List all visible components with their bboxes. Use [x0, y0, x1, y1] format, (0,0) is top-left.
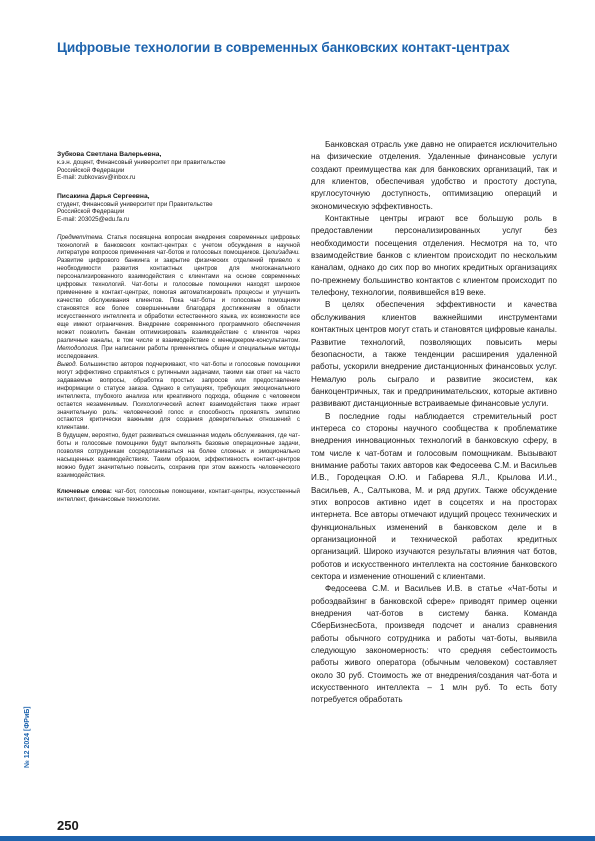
author-name: Писакина Дарья Сергеевна, [57, 192, 150, 200]
left-column [57, 150, 300, 504]
author-block-2 [57, 192, 300, 224]
abstract-paragraph [57, 234, 300, 361]
abstract-label-method: Методология. [57, 344, 99, 352]
abstract-text: Развитие цифрового банкинга и закрытие физических отделений привело к необходимости развития контактных центров для многоканального персонализированного взаимодействия с клиентами на основе современных цифровых технологий. Чат-боты и голосовые помощники находят широкое применение в контакт-центрах, помогая автоматизировать процессы и улучшить качество обслуживания клиентов. Пока чат-боты и голосовые помощники становятся все более совершенными благодаря достижениям в области искусственного интеллекта и обработки естественного языка, их возможности все еще имеют ограничения. Внедрение современного программного обеспечения может позволить банкам оптимизировать взаимодействие с клиентов через различные каналы, в том числе и взаимодействие с менеджером-консультантом. [57, 257, 300, 344]
author-affiliation: к.э.н. доцент, Финансовый университет при правительстве [57, 159, 226, 166]
body-paragraph: Банковская отрасль уже давно не опирается исключительно на физические отделения. Удаленные финансовые услуги создают преимущества как для банковских организаций, так и для клиентов, обеспечивая удобство и простоту доступа, круглосуточную доступность, оптимизацию операций и экономическую эффективность. [311, 140, 557, 211]
abstract-text: Большинство авторов подчеркивают, что чат-боты и голосовые помощники могут эффективно справляться с рутинными задачами, такими как ответ на часто задаваемые вопросы, обработка простых запросов или предоставление информации о статусе заказа. Однако в ситуациях, требующих эмоционального интеллекта, глубокого анализа или креативного подхода, общение с человеком остается незаменимым. Психологический аспект взаимодействия также играет значительную роль: человеческий голос и способность проявлять эмпатию остаются критически важными для создания доверительных отношений с клиентами. [57, 360, 300, 432]
article-title: Цифровые технологии в современных банковских контакт-центрах [57, 40, 510, 55]
abstract-text: Статья посвящена вопросам внедрения современных цифровых технологий в банковских контакт-центрах с учетом обсуждения в научной литературе вопросов применения чат-ботов и голосовых помощников. [57, 233, 300, 257]
body-paragraph: Федосеева С.М. и Васильев И.В. в статье «Чат-боты и робоэдвайзинг в банковской сфере» приводят пример оценки внедрения чат-ботов в систему банка. Команда СберБизнесБота, произведя подсчет и анализ сравнения работы обычного сотрудника и работы чат-боты, выявила следующую закономерность: что средняя себестоимость работы живого оператора (обычным человеком) составляет около 30 руб. Стоимость же от внедрения/создания чат-бота и искусственного интеллекта – 1 млн руб. То есть боту потребуется обработать [311, 584, 557, 705]
author-affiliation: Российской Федерации [57, 208, 125, 216]
author-affiliation: студент, Финансовый университет при Правительстве [57, 200, 213, 208]
body-paragraph: В целях обеспечения эффективности и качества обслуживания клиентов важнейшими инструментами контактных центров могут стать и становятся цифровые каналы. Развитие технологий, позволяющих повысить меры безопасности, а также тенденции расширения удаленной работы, ускорили внедрение дистанционных финансовых услуг. Немалую роль сыграло и развитие экосистем, как банкоцентричных, так и предпринимательских, которые активно развивают дистанционные встраиваемые финансовые услуги. [311, 300, 557, 409]
journal-issue-label: № 12 2024 [ФРиБ] [24, 706, 31, 768]
abstract [57, 234, 300, 504]
keywords-text: чат-бот, голосовые помощники, контакт-центры, искусственный интеллект, финансовые технологии. [57, 488, 300, 504]
page-number: 250 [57, 818, 79, 833]
abstract-text: При написании работы применялись общие и специальные методы исследования. [57, 344, 300, 360]
abstract-label-conclusion: Вывод. [57, 360, 78, 368]
abstract-paragraph [57, 361, 300, 433]
author-affiliation: Российской Федерации [57, 166, 125, 174]
author-name: Зубкова Светлана Валерьевна, [57, 151, 162, 158]
body-paragraph: Контактные центры играют все большую роль в предоставлении персонализированных услуг без необходимости посещения отделения. Несмотря на то, что взаимодействие банков с клиентом происходит по нескольким каналам, однако до сих пор во многих кредитных организациях по-прежнему большинство контактов с клиентом происходит по телефону, технологии, появившейся в19 веке. [311, 214, 557, 298]
footer-rule [0, 836, 595, 841]
abstract-label-goal: Цели/задачи. [262, 249, 300, 257]
keywords-label: Ключевые слова: [57, 488, 112, 496]
author-email: E-mail: zubkovasv@inbox.ru [57, 174, 136, 182]
author-block-1 [57, 150, 300, 182]
abstract-paragraph: В будущем, вероятно, будет развиваться смешанная модель обслуживания, где чат-боты и голосовые помощники будут выполнять базовые операционные задачи, позволяя сотрудникам сосредотачиваться на более сложных и эмоционально насыщенных взаимодействиях. Таким образом, эффективность контакт-центров можно будет значительно повысить, сохранив при этом важность человеческого взаимодействия. [57, 432, 300, 480]
author-email: E-mail: 203025@edu.fa.ru [57, 215, 130, 223]
body-paragraph: В последние годы наблюдается стремительный рост интереса со стороны научного сообщества к проблематике внедрения инновационных технологий в банковскую сферу, в том числе к чат-ботам и голосовым помощникам. Вызывают внимание работы таких авторов как Федосеева С.М. и Васильев И.В., Городецкая О.Ю. и Габарева Я.Л., Крылова И.И., Васильев, А., Салтыкова, М. и ряд других. Также обсуждение этих вопросов активно идет в соцсетях и на просторах интернета. Все авторы отмечают идущий процесс технических и функциональных изменений в банковском деле и в организационной и технической работах кредитных организаций. Широко изучаются результаты влияния чат ботов, роботов и искусственного интеллекта на состояние банковского сектора и изменение отношений с клиентами. [311, 411, 557, 582]
keywords [57, 488, 300, 504]
main-text-column [311, 139, 557, 707]
abstract-label-subject: Предмет/тема. [57, 233, 104, 241]
